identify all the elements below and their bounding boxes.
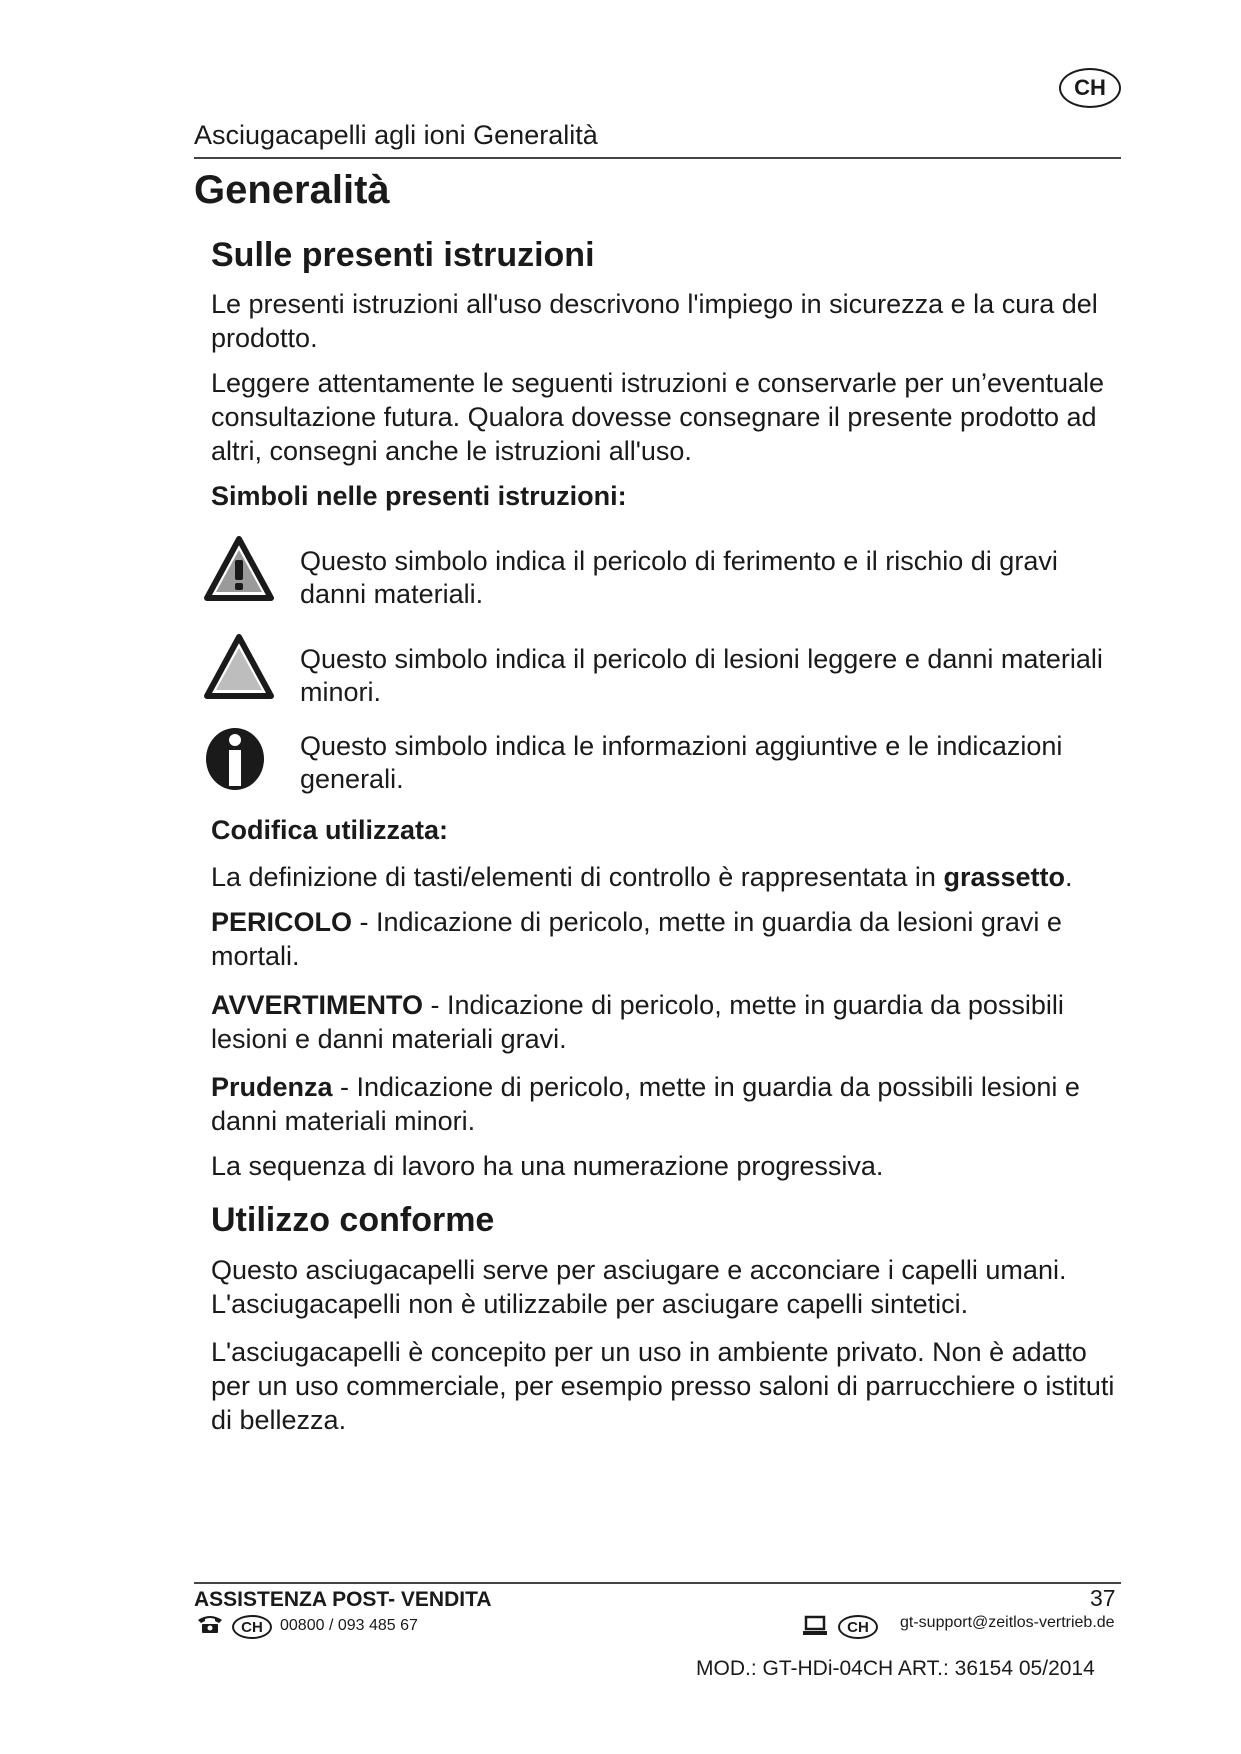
country-badge: CH [1059, 68, 1121, 108]
paragraph-sequence: La sequenza di lavoro ha una numerazione progressiva. [211, 1151, 884, 1181]
symbol-description-info: Questo simbolo indica le informazioni aggiuntive e le indicazioni generali. [300, 731, 1063, 794]
paragraph-pericolo: PERICOLO - Indicazione di pericolo, mette in guardia da lesioni gravi e mortali. [211, 907, 1062, 971]
footer-service-title: ASSISTENZA POST- VENDITA [194, 1588, 492, 1611]
phone-icon [196, 1614, 224, 1640]
info-icon [204, 726, 266, 797]
paragraph-coding: La definizione di tasti/elementi di controllo è rappresentata in grassetto. [211, 862, 1073, 892]
paragraph-private-use: L'asciugacapelli è concepito per un uso in ambiente privato. Non è adatto per un uso commerciale, per esempio presso saloni di parrucchiere o istituti di bellezza. [211, 1337, 1115, 1435]
model-article-number: MOD.: GT-HDi-04CH ART.: 36154 05/2014 [696, 1657, 1095, 1680]
country-badge-email: CH [838, 1615, 878, 1639]
section-heading-intended-use: Utilizzo conforme [211, 1201, 495, 1239]
symbol-description-danger: Questo simbolo indica il pericolo di ferimento e il rischio di gravi danni materiali. [300, 546, 1058, 609]
support-email[interactable]: gt-support@zeitlos-vertrieb.de [900, 1614, 1115, 1631]
footer-rule [194, 1582, 1121, 1584]
paragraph-intended-use: Questo asciugacapelli serve per asciugare e acconciare i capelli umani. L'asciugacapelli non è utilizzabile per asciugare capelli sintetici. [211, 1255, 1067, 1319]
country-badge-phone: CH [232, 1615, 272, 1639]
laptop-icon [802, 1615, 828, 1642]
coding-heading: Codifica utilizzata: [211, 815, 449, 845]
paragraph-avvertimento: AVVERTIMENTO - Indicazione di pericolo, mette in guardia da possibili lesioni e danni materiali gravi. [211, 990, 1064, 1054]
phone-number: 00800 / 093 485 67 [280, 1617, 418, 1634]
symbol-description-caution: Questo simbolo indica il pericolo di lesioni leggere e danni materiali minori. [300, 644, 1103, 707]
danger-warning-icon [204, 536, 274, 607]
symbols-heading: Simboli nelle presenti istruzioni: [211, 481, 627, 511]
page-title: Generalità [194, 168, 390, 212]
page-number: 37 [1090, 1585, 1116, 1611]
paragraph-intro: Le presenti istruzioni all'uso descrivono l'impiego in sicurezza e la cura del prodotto. [211, 289, 1098, 353]
paragraph-read-carefully: Leggere attentamente le seguenti istruzioni e conservarle per un’eventuale consultazione futura. Qualora dovesse consegnare il presente prodotto ad altri, consegni anche le istruzioni all'uso. [211, 368, 1105, 466]
header-rule [194, 157, 1121, 159]
running-header: Asciugacapelli agli ioni Generalità [194, 120, 598, 150]
paragraph-prudenza: Prudenza - Indicazione di pericolo, mette in guardia da possibili lesioni e danni materiali minori. [211, 1072, 1080, 1136]
caution-triangle-icon [204, 634, 274, 705]
section-heading-instructions: Sulle presenti istruzioni [211, 236, 595, 274]
